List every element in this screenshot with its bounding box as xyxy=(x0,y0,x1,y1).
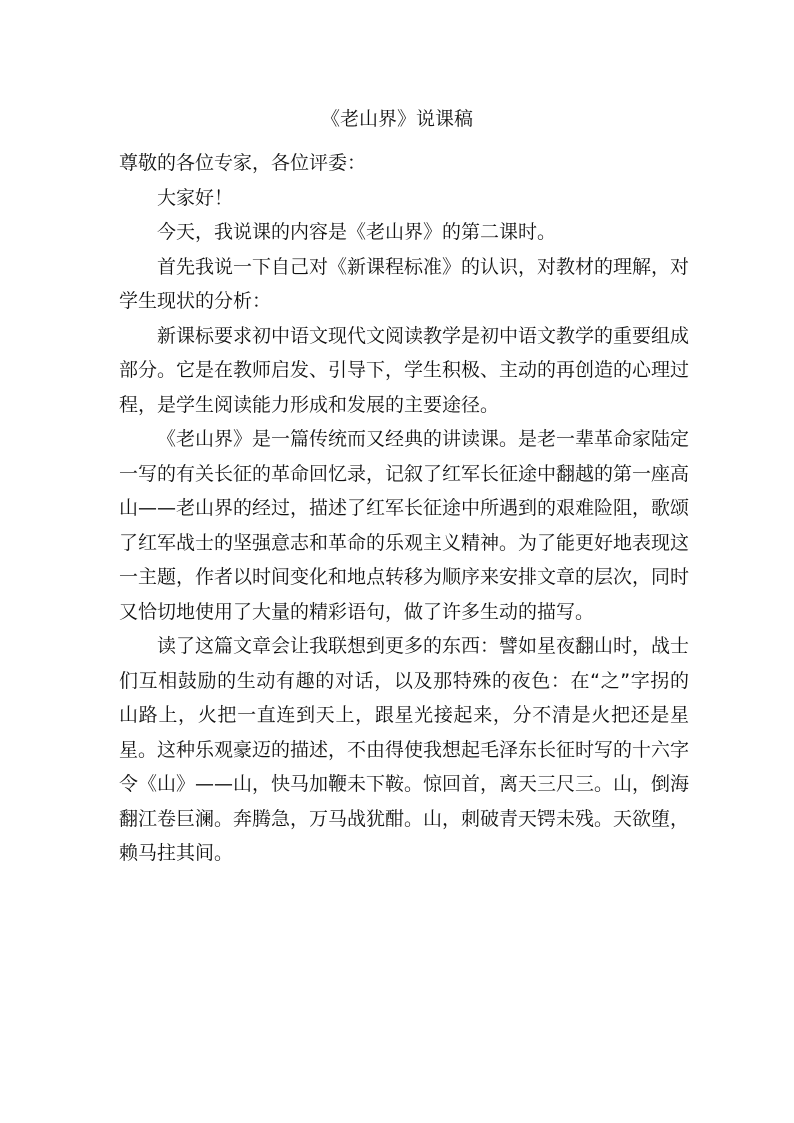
paragraph-overview: 首先我说一下自己对《新课程标准》的认识，对教材的理解，对学生现状的分析： xyxy=(119,255,690,312)
paragraph-association: 读了这篇文章会让我联想到更多的东西：譬如星夜翻山时，战士们互相鼓励的生动有趣的对话，以及那特殊的夜色：在“之”字拐的山路上，火把一直连到天上，跟星光接起来，分不清是火把还是星星。这种乐观豪迈的描述，不由得使我想起毛泽东长征时写的十六字令《山》——山，快马加鞭未下鞍。惊回首，离天三尺三。山，倒海翻江卷巨澜。奔腾急，万马战犹酣。山，刺破青天锷未残。天欲堕，赖马拄其间。 xyxy=(119,635,690,864)
paragraph-text-analysis: 《老山界》是一篇传统而又经典的讲读课。是老一辈革命家陆定一写的有关长征的革命回忆录，记叙了红军长征途中翻越的第一座高山——老山界的经过，描述了红军长征途中所遇到的艰难险阻，歌颂了红军战士的坚强意志和革命的乐观主义精神。为了能更好地表现这一主题，作者以时间变化和地点转移为顺序来安排文章的层次，同时又恰切地使用了大量的精彩语句，做了许多生动的描写。 xyxy=(119,428,690,623)
paragraph-curriculum: 新课标要求初中语文现代文阅读教学是初中语文教学的重要组成部分。它是在教师启发、引导下，学生积极、主动的再创造的心理过程，是学生阅读能力形成和发展的主要途径。 xyxy=(119,324,690,416)
paragraph-greeting: 大家好！ xyxy=(157,186,234,209)
salutation: 尊敬的各位专家，各位评委： xyxy=(119,152,367,174)
document-body xyxy=(119,146,689,871)
paragraph-topic: 今天，我说课的内容是《老山界》的第二课时。 xyxy=(157,221,557,243)
document-title: 《老山界》说课稿 xyxy=(320,108,473,130)
